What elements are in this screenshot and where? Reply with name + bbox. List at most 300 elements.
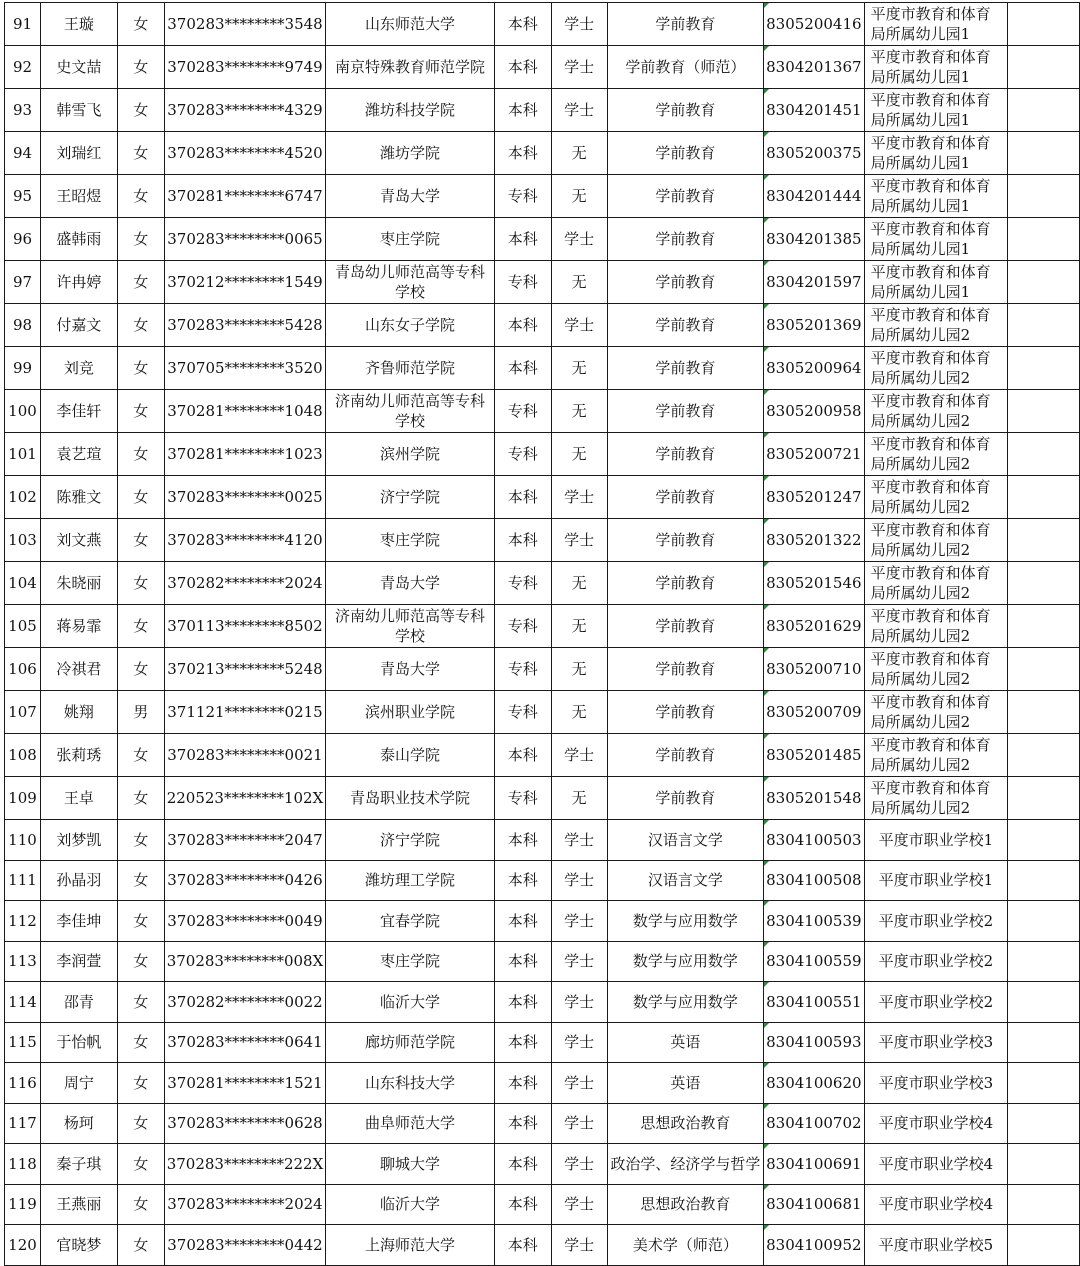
- school-cell: 山东女子学院: [326, 304, 495, 347]
- seq-no-cell: 93: [5, 89, 41, 132]
- degree-cell: 无: [551, 691, 607, 734]
- major-cell: 学前教育: [607, 89, 764, 132]
- education-cell: 专科: [494, 605, 551, 648]
- unit-cell: 平度市教育和体育局所属幼儿园1: [864, 218, 1008, 261]
- seq-no-cell: 107: [5, 691, 41, 734]
- unit-cell: 平度市职业学校5: [864, 1225, 1008, 1266]
- blank-cell: [1008, 261, 1080, 304]
- school-cell: 济宁学院: [326, 820, 495, 861]
- exam-number-cell: 8304201367: [764, 46, 864, 89]
- table-row: [5, 648, 1080, 691]
- blank-cell: [1008, 648, 1080, 691]
- name-cell: 王卓: [40, 777, 117, 820]
- exam-number-cell: 8305201322: [764, 519, 864, 562]
- gender-cell: 女: [117, 1022, 164, 1063]
- major-cell: 学前教育: [607, 433, 764, 476]
- unit-cell: 平度市职业学校2: [864, 901, 1008, 942]
- blank-cell: [1008, 860, 1080, 901]
- blank-cell: [1008, 982, 1080, 1023]
- unit-cell: 平度市职业学校2: [864, 982, 1008, 1023]
- unit-cell: 平度市教育和体育局所属幼儿园2: [864, 562, 1008, 605]
- gender-cell: 女: [117, 1144, 164, 1185]
- major-cell: 思想政治教育: [607, 1103, 764, 1144]
- table-row: [5, 89, 1080, 132]
- table-row: [5, 347, 1080, 390]
- major-cell: 学前教育（师范）: [607, 46, 764, 89]
- degree-cell: 无: [551, 605, 607, 648]
- unit-cell: 平度市教育和体育局所属幼儿园1: [864, 261, 1008, 304]
- id-number-cell: 370283********4329: [164, 89, 326, 132]
- exam-number-cell: 8305200709: [764, 691, 864, 734]
- id-number-cell: 370283********0641: [164, 1022, 326, 1063]
- education-cell: 本科: [494, 46, 551, 89]
- gender-cell: 女: [117, 1063, 164, 1104]
- table-row: [5, 1144, 1080, 1185]
- name-cell: 王昭煜: [40, 175, 117, 218]
- candidate-table: [4, 2, 1080, 1266]
- school-cell: 济宁学院: [326, 476, 495, 519]
- degree-cell: 学士: [551, 1144, 607, 1185]
- unit-cell: 平度市职业学校1: [864, 820, 1008, 861]
- blank-cell: [1008, 941, 1080, 982]
- blank-cell: [1008, 433, 1080, 476]
- major-cell: 学前教育: [607, 132, 764, 175]
- education-cell: 专科: [494, 390, 551, 433]
- education-cell: 本科: [494, 734, 551, 777]
- education-cell: 本科: [494, 304, 551, 347]
- seq-no-cell: 104: [5, 562, 41, 605]
- gender-cell: 女: [117, 1103, 164, 1144]
- education-cell: 本科: [494, 820, 551, 861]
- school-cell: 山东科技大学: [326, 1063, 495, 1104]
- seq-no-cell: 108: [5, 734, 41, 777]
- exam-number-cell: 8305201629: [764, 605, 864, 648]
- major-cell: 政治学、经济学与哲学: [607, 1144, 764, 1185]
- exam-number-cell: 8305200964: [764, 347, 864, 390]
- exam-number-cell: 8304201444: [764, 175, 864, 218]
- gender-cell: 女: [117, 901, 164, 942]
- blank-cell: [1008, 175, 1080, 218]
- exam-number-cell: 8305200710: [764, 648, 864, 691]
- school-cell: 潍坊理工学院: [326, 860, 495, 901]
- seq-no-cell: 94: [5, 132, 41, 175]
- education-cell: 本科: [494, 1184, 551, 1225]
- degree-cell: 无: [551, 347, 607, 390]
- exam-number-cell: 8305200416: [764, 3, 864, 46]
- name-cell: 官晓梦: [40, 1225, 117, 1266]
- gender-cell: 女: [117, 820, 164, 861]
- name-cell: 韩雪飞: [40, 89, 117, 132]
- table-row: [5, 860, 1080, 901]
- name-cell: 孙晶羽: [40, 860, 117, 901]
- degree-cell: 学士: [551, 1184, 607, 1225]
- school-cell: 枣庄学院: [326, 941, 495, 982]
- exam-number-cell: 8305200958: [764, 390, 864, 433]
- name-cell: 王燕丽: [40, 1184, 117, 1225]
- school-cell: 滨州学院: [326, 433, 495, 476]
- major-cell: 学前教育: [607, 519, 764, 562]
- id-number-cell: 370282********0022: [164, 982, 326, 1023]
- gender-cell: 女: [117, 46, 164, 89]
- exam-number-cell: 8304100508: [764, 860, 864, 901]
- school-cell: 青岛大学: [326, 648, 495, 691]
- school-cell: 临沂大学: [326, 1184, 495, 1225]
- seq-no-cell: 112: [5, 901, 41, 942]
- major-cell: 数学与应用数学: [607, 901, 764, 942]
- degree-cell: 学士: [551, 1022, 607, 1063]
- unit-cell: 平度市职业学校4: [864, 1103, 1008, 1144]
- id-number-cell: 370283********4120: [164, 519, 326, 562]
- degree-cell: 学士: [551, 860, 607, 901]
- table-row: [5, 1022, 1080, 1063]
- education-cell: 本科: [494, 132, 551, 175]
- blank-cell: [1008, 1225, 1080, 1266]
- gender-cell: 女: [117, 562, 164, 605]
- exam-number-cell: 8304100559: [764, 941, 864, 982]
- degree-cell: 无: [551, 390, 607, 433]
- seq-no-cell: 114: [5, 982, 41, 1023]
- education-cell: 本科: [494, 89, 551, 132]
- exam-number-cell: 8304100503: [764, 820, 864, 861]
- unit-cell: 平度市教育和体育局所属幼儿园1: [864, 46, 1008, 89]
- table-row: [5, 605, 1080, 648]
- table-row: [5, 820, 1080, 861]
- id-number-cell: 370212********1549: [164, 261, 326, 304]
- blank-cell: [1008, 901, 1080, 942]
- degree-cell: 学士: [551, 1103, 607, 1144]
- name-cell: 刘梦凯: [40, 820, 117, 861]
- school-cell: 枣庄学院: [326, 519, 495, 562]
- exam-number-cell: 8305201247: [764, 476, 864, 519]
- unit-cell: 平度市教育和体育局所属幼儿园1: [864, 3, 1008, 46]
- id-number-cell: 371121********0215: [164, 691, 326, 734]
- major-cell: 汉语言文学: [607, 860, 764, 901]
- major-cell: 学前教育: [607, 648, 764, 691]
- unit-cell: 平度市教育和体育局所属幼儿园2: [864, 648, 1008, 691]
- id-number-cell: 370281********1521: [164, 1063, 326, 1104]
- education-cell: 本科: [494, 218, 551, 261]
- major-cell: 学前教育: [607, 562, 764, 605]
- id-number-cell: 370705********3520: [164, 347, 326, 390]
- unit-cell: 平度市教育和体育局所属幼儿园1: [864, 132, 1008, 175]
- gender-cell: 女: [117, 519, 164, 562]
- table-row: [5, 261, 1080, 304]
- name-cell: 朱晓丽: [40, 562, 117, 605]
- seq-no-cell: 101: [5, 433, 41, 476]
- unit-cell: 平度市教育和体育局所属幼儿园2: [864, 777, 1008, 820]
- name-cell: 盛韩雨: [40, 218, 117, 261]
- id-number-cell: 370283********008X: [164, 941, 326, 982]
- degree-cell: 学士: [551, 46, 607, 89]
- table-row: [5, 941, 1080, 982]
- degree-cell: 学士: [551, 476, 607, 519]
- degree-cell: 无: [551, 648, 607, 691]
- gender-cell: 女: [117, 218, 164, 261]
- name-cell: 于怡帆: [40, 1022, 117, 1063]
- name-cell: 秦子琪: [40, 1144, 117, 1185]
- id-number-cell: 370283********0021: [164, 734, 326, 777]
- exam-number-cell: 8305201548: [764, 777, 864, 820]
- education-cell: 专科: [494, 261, 551, 304]
- id-number-cell: 370283********0426: [164, 860, 326, 901]
- table-row: [5, 132, 1080, 175]
- gender-cell: 女: [117, 941, 164, 982]
- table-row: [5, 901, 1080, 942]
- blank-cell: [1008, 1144, 1080, 1185]
- education-cell: 本科: [494, 519, 551, 562]
- blank-cell: [1008, 218, 1080, 261]
- major-cell: 学前教育: [607, 304, 764, 347]
- seq-no-cell: 92: [5, 46, 41, 89]
- blank-cell: [1008, 132, 1080, 175]
- table-row: [5, 734, 1080, 777]
- seq-no-cell: 111: [5, 860, 41, 901]
- gender-cell: 女: [117, 3, 164, 46]
- blank-cell: [1008, 1022, 1080, 1063]
- table-row: [5, 691, 1080, 734]
- major-cell: 学前教育: [607, 175, 764, 218]
- name-cell: 史文喆: [40, 46, 117, 89]
- exam-number-cell: 8304100702: [764, 1103, 864, 1144]
- unit-cell: 平度市职业学校4: [864, 1184, 1008, 1225]
- name-cell: 李佳坤: [40, 901, 117, 942]
- id-number-cell: 370283********4520: [164, 132, 326, 175]
- gender-cell: 男: [117, 691, 164, 734]
- table-row: [5, 519, 1080, 562]
- major-cell: 数学与应用数学: [607, 941, 764, 982]
- blank-cell: [1008, 1103, 1080, 1144]
- seq-no-cell: 120: [5, 1225, 41, 1266]
- name-cell: 姚翔: [40, 691, 117, 734]
- degree-cell: 无: [551, 433, 607, 476]
- table-row: [5, 1184, 1080, 1225]
- education-cell: 本科: [494, 982, 551, 1023]
- school-cell: 潍坊学院: [326, 132, 495, 175]
- unit-cell: 平度市职业学校3: [864, 1022, 1008, 1063]
- table-row: [5, 3, 1080, 46]
- degree-cell: 学士: [551, 1225, 607, 1266]
- major-cell: 学前教育: [607, 347, 764, 390]
- blank-cell: [1008, 691, 1080, 734]
- gender-cell: 女: [117, 132, 164, 175]
- school-cell: 潍坊科技学院: [326, 89, 495, 132]
- name-cell: 邵青: [40, 982, 117, 1023]
- blank-cell: [1008, 46, 1080, 89]
- exam-number-cell: 8304100681: [764, 1184, 864, 1225]
- exam-number-cell: 8305201485: [764, 734, 864, 777]
- id-number-cell: 370283********2047: [164, 820, 326, 861]
- table-row: [5, 433, 1080, 476]
- degree-cell: 学士: [551, 734, 607, 777]
- seq-no-cell: 95: [5, 175, 41, 218]
- seq-no-cell: 116: [5, 1063, 41, 1104]
- degree-cell: 学士: [551, 89, 607, 132]
- degree-cell: 学士: [551, 218, 607, 261]
- gender-cell: 女: [117, 982, 164, 1023]
- name-cell: 周宁: [40, 1063, 117, 1104]
- major-cell: 数学与应用数学: [607, 982, 764, 1023]
- id-number-cell: 370113********8502: [164, 605, 326, 648]
- degree-cell: 无: [551, 261, 607, 304]
- school-cell: 上海师范大学: [326, 1225, 495, 1266]
- school-cell: 济南幼儿师范高等专科学校: [326, 605, 495, 648]
- unit-cell: 平度市教育和体育局所属幼儿园2: [864, 433, 1008, 476]
- education-cell: 本科: [494, 1103, 551, 1144]
- school-cell: 临沂大学: [326, 982, 495, 1023]
- unit-cell: 平度市教育和体育局所属幼儿园2: [864, 304, 1008, 347]
- gender-cell: 女: [117, 433, 164, 476]
- degree-cell: 无: [551, 132, 607, 175]
- major-cell: 英语: [607, 1063, 764, 1104]
- gender-cell: 女: [117, 89, 164, 132]
- seq-no-cell: 118: [5, 1144, 41, 1185]
- name-cell: 刘竞: [40, 347, 117, 390]
- id-number-cell: 220523********102X: [164, 777, 326, 820]
- major-cell: 学前教育: [607, 777, 764, 820]
- id-number-cell: 370283********0442: [164, 1225, 326, 1266]
- gender-cell: 女: [117, 175, 164, 218]
- exam-number-cell: 8304100620: [764, 1063, 864, 1104]
- unit-cell: 平度市职业学校4: [864, 1144, 1008, 1185]
- exam-number-cell: 8305201546: [764, 562, 864, 605]
- major-cell: 学前教育: [607, 390, 764, 433]
- blank-cell: [1008, 820, 1080, 861]
- unit-cell: 平度市教育和体育局所属幼儿园2: [864, 734, 1008, 777]
- table-row: [5, 218, 1080, 261]
- education-cell: 本科: [494, 941, 551, 982]
- degree-cell: 学士: [551, 3, 607, 46]
- major-cell: 汉语言文学: [607, 820, 764, 861]
- education-cell: 专科: [494, 562, 551, 605]
- major-cell: 思想政治教育: [607, 1184, 764, 1225]
- seq-no-cell: 98: [5, 304, 41, 347]
- table-row: [5, 476, 1080, 519]
- unit-cell: 平度市教育和体育局所属幼儿园2: [864, 476, 1008, 519]
- education-cell: 专科: [494, 175, 551, 218]
- name-cell: 冷祺君: [40, 648, 117, 691]
- exam-number-cell: 8304201597: [764, 261, 864, 304]
- id-number-cell: 370283********0049: [164, 901, 326, 942]
- education-cell: 本科: [494, 1063, 551, 1104]
- blank-cell: [1008, 304, 1080, 347]
- education-cell: 本科: [494, 1144, 551, 1185]
- degree-cell: 学士: [551, 304, 607, 347]
- table-row: [5, 777, 1080, 820]
- gender-cell: 女: [117, 1184, 164, 1225]
- education-cell: 本科: [494, 1225, 551, 1266]
- gender-cell: 女: [117, 648, 164, 691]
- degree-cell: 学士: [551, 1063, 607, 1104]
- table-row: [5, 46, 1080, 89]
- exam-number-cell: 8305200721: [764, 433, 864, 476]
- school-cell: 济南幼儿师范高等专科学校: [326, 390, 495, 433]
- exam-number-cell: 8304201385: [764, 218, 864, 261]
- major-cell: 学前教育: [607, 3, 764, 46]
- gender-cell: 女: [117, 476, 164, 519]
- seq-no-cell: 119: [5, 1184, 41, 1225]
- degree-cell: 学士: [551, 820, 607, 861]
- gender-cell: 女: [117, 347, 164, 390]
- school-cell: 南京特殊教育师范学院: [326, 46, 495, 89]
- degree-cell: 学士: [551, 982, 607, 1023]
- table-row: [5, 304, 1080, 347]
- major-cell: 学前教育: [607, 218, 764, 261]
- unit-cell: 平度市教育和体育局所属幼儿园2: [864, 605, 1008, 648]
- gender-cell: 女: [117, 734, 164, 777]
- major-cell: 英语: [607, 1022, 764, 1063]
- seq-no-cell: 117: [5, 1103, 41, 1144]
- unit-cell: 平度市职业学校1: [864, 860, 1008, 901]
- table-row: [5, 982, 1080, 1023]
- education-cell: 专科: [494, 648, 551, 691]
- seq-no-cell: 97: [5, 261, 41, 304]
- exam-number-cell: 8304100539: [764, 901, 864, 942]
- seq-no-cell: 91: [5, 3, 41, 46]
- school-cell: 青岛幼儿师范高等专科学校: [326, 261, 495, 304]
- gender-cell: 女: [117, 261, 164, 304]
- major-cell: 学前教育: [607, 261, 764, 304]
- name-cell: 刘瑞红: [40, 132, 117, 175]
- blank-cell: [1008, 89, 1080, 132]
- gender-cell: 女: [117, 777, 164, 820]
- school-cell: 青岛大学: [326, 562, 495, 605]
- exam-number-cell: 8304100691: [764, 1144, 864, 1185]
- name-cell: 刘文燕: [40, 519, 117, 562]
- table-row: [5, 1225, 1080, 1266]
- gender-cell: 女: [117, 1225, 164, 1266]
- education-cell: 本科: [494, 860, 551, 901]
- seq-no-cell: 105: [5, 605, 41, 648]
- degree-cell: 学士: [551, 519, 607, 562]
- blank-cell: [1008, 562, 1080, 605]
- unit-cell: 平度市教育和体育局所属幼儿园2: [864, 347, 1008, 390]
- school-cell: 枣庄学院: [326, 218, 495, 261]
- exam-number-cell: 8304100551: [764, 982, 864, 1023]
- unit-cell: 平度市职业学校3: [864, 1063, 1008, 1104]
- table-row: [5, 562, 1080, 605]
- seq-no-cell: 103: [5, 519, 41, 562]
- education-cell: 专科: [494, 777, 551, 820]
- blank-cell: [1008, 390, 1080, 433]
- education-cell: 本科: [494, 901, 551, 942]
- degree-cell: 无: [551, 562, 607, 605]
- table-row: [5, 1103, 1080, 1144]
- unit-cell: 平度市教育和体育局所属幼儿园2: [864, 519, 1008, 562]
- seq-no-cell: 115: [5, 1022, 41, 1063]
- gender-cell: 女: [117, 304, 164, 347]
- school-cell: 青岛职业技术学院: [326, 777, 495, 820]
- name-cell: 王璇: [40, 3, 117, 46]
- unit-cell: 平度市教育和体育局所属幼儿园1: [864, 175, 1008, 218]
- id-number-cell: 370283********0025: [164, 476, 326, 519]
- name-cell: 许冉婷: [40, 261, 117, 304]
- exam-number-cell: 8305200375: [764, 132, 864, 175]
- exam-number-cell: 8304201451: [764, 89, 864, 132]
- id-number-cell: 370283********0065: [164, 218, 326, 261]
- major-cell: 学前教育: [607, 691, 764, 734]
- id-number-cell: 370283********0628: [164, 1103, 326, 1144]
- education-cell: 专科: [494, 433, 551, 476]
- table-row: [5, 1063, 1080, 1104]
- school-cell: 聊城大学: [326, 1144, 495, 1185]
- education-cell: 本科: [494, 1022, 551, 1063]
- school-cell: 宜春学院: [326, 901, 495, 942]
- gender-cell: 女: [117, 390, 164, 433]
- school-cell: 滨州职业学院: [326, 691, 495, 734]
- seq-no-cell: 96: [5, 218, 41, 261]
- degree-cell: 学士: [551, 901, 607, 942]
- education-cell: 本科: [494, 347, 551, 390]
